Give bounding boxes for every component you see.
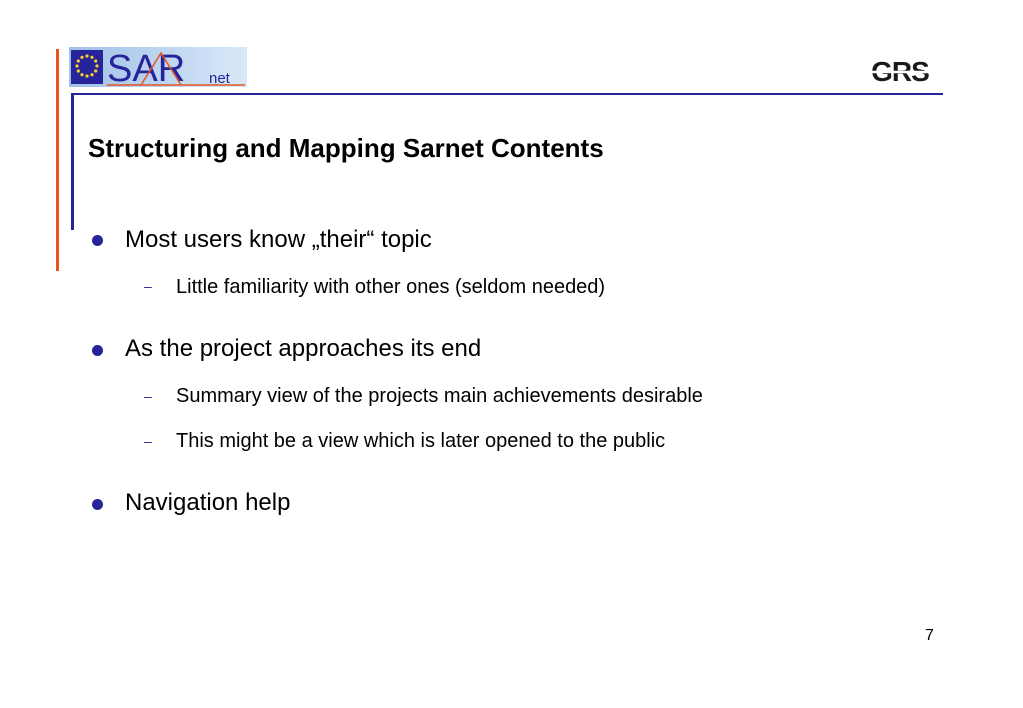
sub-bullet-dash: – bbox=[144, 278, 152, 294]
page-number: 7 bbox=[925, 627, 934, 644]
bullet-text: As the project approaches its end bbox=[125, 335, 482, 362]
header-rule bbox=[71, 93, 943, 95]
eu-flag-icon bbox=[71, 50, 103, 84]
sub-bullet-dash: – bbox=[144, 388, 152, 404]
grs-logo-text: GRS bbox=[871, 56, 929, 86]
bullet-text: Most users know „their“ topic bbox=[125, 226, 432, 253]
sarnet-logo bbox=[69, 47, 247, 87]
bullet-dot bbox=[92, 235, 103, 246]
grs-logo bbox=[862, 56, 938, 86]
sub-bullet-text: Little familiarity with other ones (seldom needed) bbox=[176, 276, 606, 298]
sarnet-logo-text: SAR bbox=[107, 48, 186, 87]
bullet-dot bbox=[92, 345, 103, 356]
sub-bullet-text: This might be a view which is later opened to the public bbox=[176, 430, 666, 452]
blue-accent-bar bbox=[71, 94, 74, 230]
bullet-dot bbox=[92, 499, 103, 510]
slide-title: Structuring and Mapping Sarnet Contents bbox=[88, 133, 604, 163]
red-accent-bar bbox=[56, 49, 59, 271]
sarnet-logo-subtext: net bbox=[209, 70, 230, 87]
sub-bullet-dash: – bbox=[144, 433, 152, 449]
bullet-text: Navigation help bbox=[125, 489, 291, 516]
sub-bullet-text: Summary view of the projects main achievements desirable bbox=[176, 385, 703, 407]
